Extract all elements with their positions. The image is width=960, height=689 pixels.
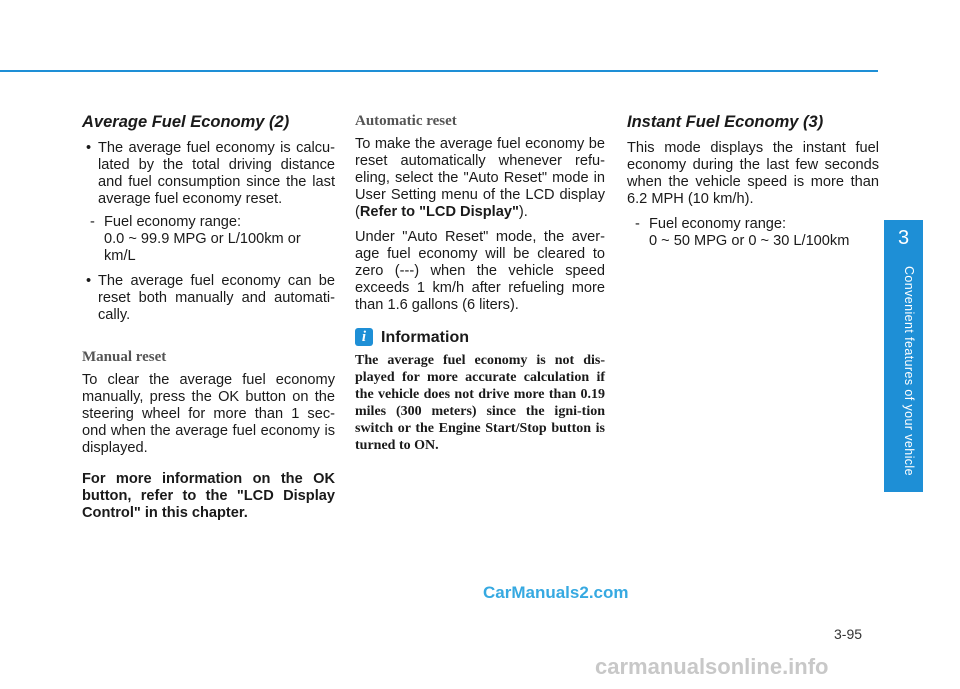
auto-reset-mode-text: Under "Auto Reset" mode, the aver-age fuel economy will be cleared to zero (---) when the vehicle speed exceeds 1 km/h after refueling more than 1.6 gallons (6 liters).: [355, 229, 605, 313]
spacer: [82, 330, 335, 348]
column-left: [82, 112, 335, 530]
range-item: [82, 214, 335, 265]
range-label: Fuel economy range:: [104, 214, 242, 230]
header-rule: [0, 70, 878, 72]
chapter-title: Convenient features of your vehicle: [902, 266, 916, 476]
column-middle: [355, 112, 605, 454]
information-icon: i: [355, 328, 373, 346]
range-item: [627, 216, 879, 250]
manual-reset-heading: Manual reset: [82, 349, 167, 365]
page-number: 3-95: [834, 626, 863, 642]
range-value: 0.0 ~ 99.9 MPG or L/100km or km/L: [104, 231, 301, 264]
information-text: The average fuel economy is not dis-played for more accurate calculation if the vehicle does not drive more than 0.19 miles (300 meters) since the igni-tion switch or the Engine Start/Stop button is turned to ON.: [355, 353, 605, 453]
bullet-average-calc: • The average fuel economy is calcu-lated by the total driving distance and fuel consumption since the last average fuel economy reset.: [82, 140, 335, 208]
auto-reset-heading: Automatic reset: [355, 113, 457, 129]
range-value: 0 ~ 50 MPG or 0 ~ 30 L/100km: [649, 233, 850, 249]
information-title: Information: [381, 328, 469, 346]
auto-reset-text: [355, 136, 605, 221]
bullet-reset: • The average fuel economy can be reset both manually and automati-cally.: [82, 273, 335, 324]
auto-reset-text-2: ).: [518, 204, 528, 220]
section-heading-average: Average Fuel Economy (2): [82, 113, 290, 131]
watermark-logo: CarManuals2.com: [483, 583, 629, 602]
dash-mark: -: [635, 216, 640, 232]
information-header: [355, 328, 605, 346]
column-right: [627, 112, 879, 258]
lcd-display-reference: Refer to "LCD Display": [359, 204, 519, 220]
ok-button-note: For more information on the OK button, refer to the "LCD Display Control" in this chapter.: [82, 471, 335, 521]
chapter-number: 3: [897, 227, 910, 249]
instant-fuel-text: This mode displays the instant fuel economy during the last few seconds when the vehicle speed is more than 6.2 MPH (10 km/h).: [627, 140, 879, 207]
manual-reset-text: To clear the average fuel economy manually, press the OK button on the steering wheel for more than 1 sec-ond when the average fuel economy is displayed.: [82, 372, 335, 456]
dash-mark: -: [90, 214, 95, 230]
auto-reset-text-1: To make the average fuel economy be reset automatically whenever refu-eling, select the "Auto Reset" mode in User Setting menu of the LCD display (: [355, 136, 605, 220]
watermark-site: carmanualsonline.info: [595, 654, 829, 679]
section-heading-instant: Instant Fuel Economy (3): [627, 113, 824, 131]
range-label: Fuel economy range:: [649, 216, 787, 232]
chapter-tab: [884, 220, 923, 492]
